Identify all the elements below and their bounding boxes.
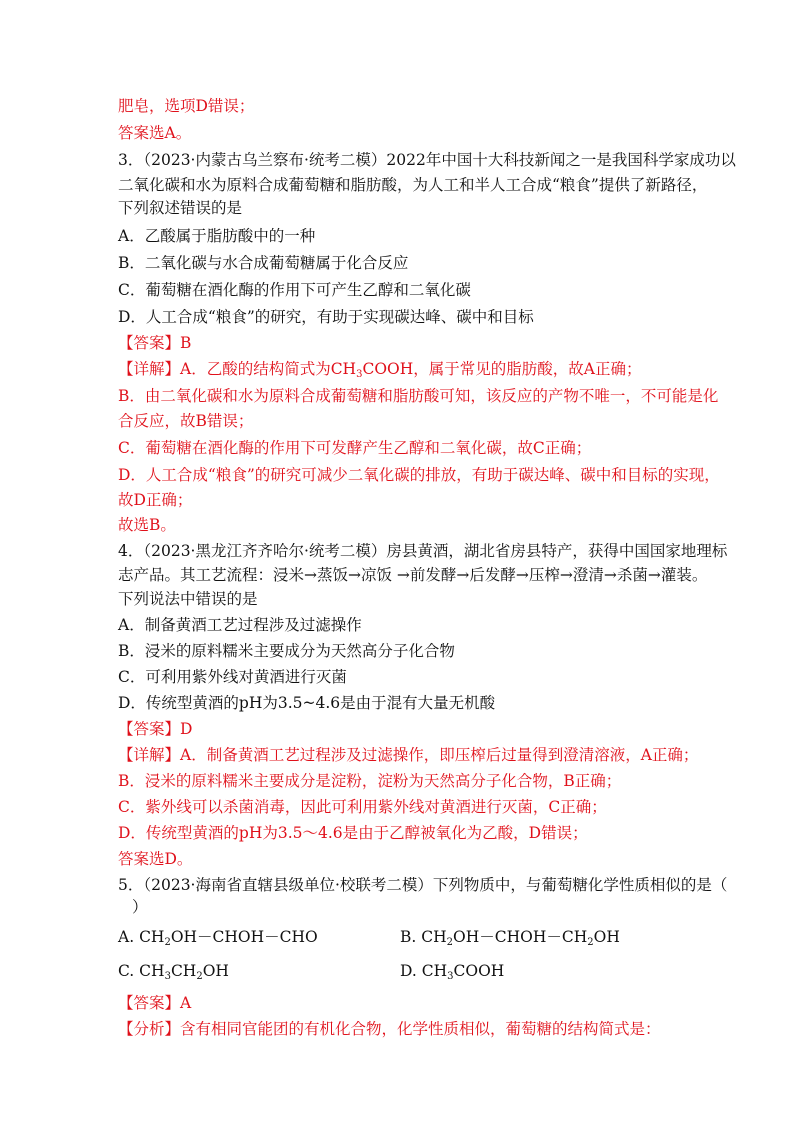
q4-stem-line2: 志产品。其工艺流程：浸米→蒸饭→凉饭 →前发酵→后发酵→压榨→澄清→杀菌→灌装。 xyxy=(118,566,708,584)
q5-option-d-formula: $CH_3COOH$ xyxy=(421,962,505,982)
q3-option-c: C．葡萄糖在酒化酶的作用下可产生乙醇和二氧化碳 xyxy=(118,281,471,299)
q3-stem-line1: 3．（2023·内蒙古乌兰察布·统考二模）2022年中国十大科技新闻之一是我国科学家成功以 xyxy=(118,151,736,169)
q5-option-a xyxy=(118,926,318,954)
q5-option-c-formula: $CH_3CH_2OH$ xyxy=(139,962,229,982)
q3-detail-a xyxy=(118,358,641,386)
q5-option-d xyxy=(400,960,504,988)
q5-option-b-formula: $CH_2OH-CHOH-CH_2OH$ xyxy=(421,928,620,948)
q5-stem-line2: ） xyxy=(132,898,148,916)
q3-detail-a-text2: COOH，属于常见的脂肪酸，故A正确； xyxy=(362,360,642,378)
q4-answer: 【答案】D xyxy=(118,720,193,738)
q5-option-a-label: A. xyxy=(118,928,135,946)
q5-answer: 【答案】A xyxy=(118,994,192,1012)
q4-option-d: D．传统型黄酒的pH为3.5~4.6是由于混有大量无机酸 xyxy=(118,694,496,712)
prev-answer-line: 答案选A。 xyxy=(118,124,192,142)
q3-detail-a-subscript: 3 xyxy=(356,369,363,380)
q3-detail-c: C．葡萄糖在酒化酶的作用下可发酵产生乙醇和二氧化碳，故C正确； xyxy=(118,439,592,457)
q5-stem-line1: 5．（2023·海南省直辖县级单位·校联考二模）下列物质中，与葡萄糖化学性质相似的是（ xyxy=(118,876,728,894)
q5-option-c-label: C. xyxy=(118,962,135,980)
q3-option-b: B．二氧化碳与水合成葡萄糖属于化合反应 xyxy=(118,254,409,272)
q3-conclusion: 故选B。 xyxy=(118,516,176,534)
q4-detail-c: C．紫外线可以杀菌消毒，因此可利用紫外线对黄酒进行灭菌，C正确； xyxy=(118,798,607,816)
q5-option-a-formula: $CH_2OH-CHOH-CHO$ xyxy=(139,928,318,948)
q4-detail-b: B．浸米的原料糯米主要成分是淀粉，淀粉为天然高分子化合物，B正确； xyxy=(118,772,622,790)
q4-stem-line1: 4．（2023·黑龙江齐齐哈尔·统考二模）房县黄酒，湖北省房县特产，获得中国国家地理标 xyxy=(118,542,728,560)
q3-answer: 【答案】B xyxy=(118,334,192,352)
q5-option-c xyxy=(118,960,229,988)
q3-detail-b-line1: B．由二氧化碳和水为原料合成葡萄糖和脂肪酸可知，该反应的产物不唯一，不可能是化 xyxy=(118,387,719,405)
q4-option-a: A．制备黄酒工艺过程涉及过滤操作 xyxy=(118,616,362,634)
q3-option-a: A．乙酸属于脂肪酸中的一种 xyxy=(118,227,316,245)
q4-detail-d: D．传统型黄酒的pH为3.5～4.6是由于乙醇被氧化为乙酸，D错误； xyxy=(118,824,588,842)
q5-analysis: 【分析】含有相同官能团的有机化合物，化学性质相似，葡萄糖的结构简式是： xyxy=(118,1020,661,1038)
q4-option-c: C．可利用紫外线对黄酒进行灭菌 xyxy=(118,668,347,686)
prev-explanation-line: 肥皂，选项D错误； xyxy=(118,97,255,115)
q3-detail-d-line2: 故D正确； xyxy=(118,491,193,509)
q4-stem-line3: 下列说法中错误的是 xyxy=(118,590,258,608)
q5-option-b-label: B. xyxy=(400,928,417,946)
q4-detail-a: 【详解】A．制备黄酒工艺过程涉及过滤操作，即压榨后过量得到澄清溶液，A正确； xyxy=(118,746,699,764)
q3-detail-b-line2: 合反应，故B错误； xyxy=(118,412,254,430)
q3-stem-line3: 下列叙述错误的是 xyxy=(118,199,243,217)
q4-conclusion: 答案选D。 xyxy=(118,850,193,868)
q3-stem-line2: 二氧化碳和水为原料合成葡萄糖和脂肪酸，为人工和半人工合成“粮食”提供了新路径， xyxy=(118,176,708,194)
q4-option-b: B．浸米的原料糯米主要成分为天然高分子化合物 xyxy=(118,642,455,660)
q3-option-d: D．人工合成“粮食”的研究，有助于实现碳达峰、碳中和目标 xyxy=(118,308,534,326)
q3-detail-d-line1: D．人工合成“粮食”的研究可减少二氧化碳的排放，有助于碳达峰、碳中和目标的实现， xyxy=(118,466,720,484)
q3-detail-a-text1: 【详解】A．乙酸的结构简式为CH xyxy=(118,360,357,378)
q5-option-d-label: D. xyxy=(400,962,417,980)
q5-option-b xyxy=(400,926,620,954)
